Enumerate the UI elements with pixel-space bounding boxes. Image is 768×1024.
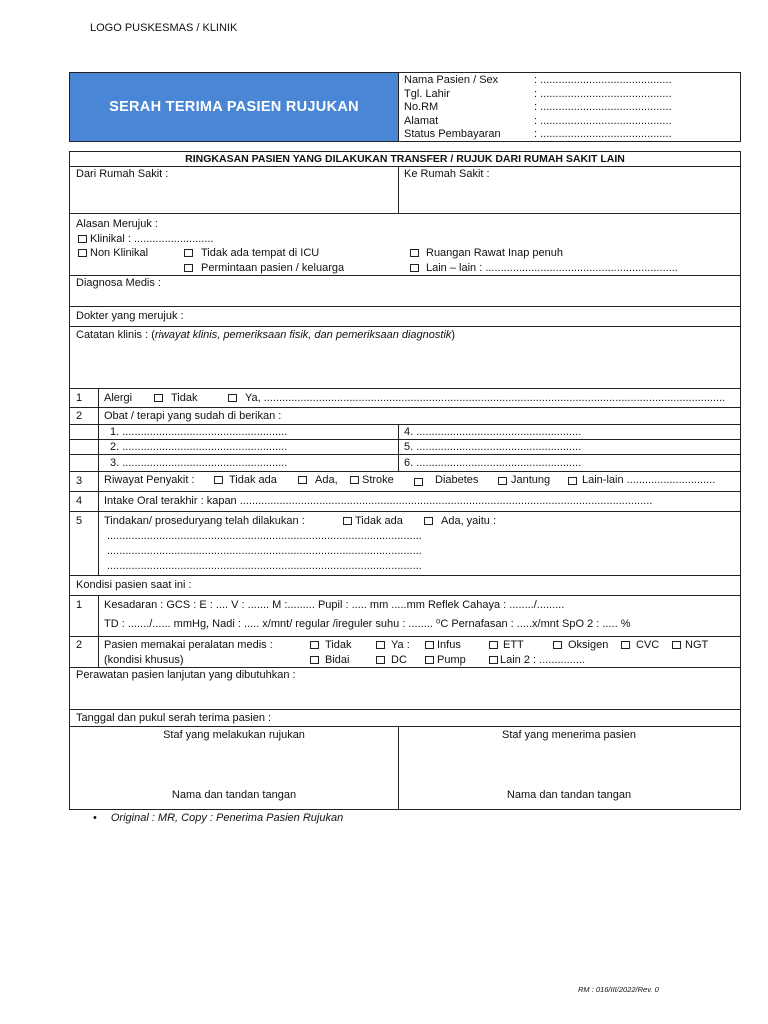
checkbox[interactable] (78, 235, 87, 243)
perawatan-row[interactable] (70, 668, 740, 710)
alergi-label: Alergi (104, 392, 133, 404)
option-non-klinikal[interactable]: Non Klinikal (78, 247, 148, 260)
riwayat-tidak-ada[interactable]: Tidak ada (214, 474, 277, 487)
checkbox[interactable] (672, 641, 681, 649)
kondisi-2-row: 2 Pasien memakai peralatan medis : (kondisi khusus) Tidak Ya : Infus ETT Oksigen CVC NGT Bidai DC Pump Lain 2 : ............... (70, 637, 740, 668)
perawatan-label: Perawatan pasien lanjutan yang dibutuhkan : (76, 669, 296, 681)
hospital-row (70, 167, 740, 214)
option-ruangan-penuh[interactable]: Ruangan Rawat Inap penuh (410, 247, 563, 260)
checkbox[interactable] (228, 394, 237, 402)
checkbox[interactable] (184, 264, 193, 272)
from-hospital-field[interactable]: Dari Rumah Sakit : (76, 168, 169, 180)
checkbox[interactable] (376, 641, 385, 649)
riwayat-jantung[interactable]: Jantung (498, 475, 550, 488)
catatan-row[interactable] (70, 327, 740, 389)
reason-row (70, 214, 740, 276)
form-header (69, 72, 741, 142)
alat-cvc[interactable]: CVC (621, 639, 659, 652)
peralatan-label: Pasien memakai peralatan medis : (104, 639, 273, 651)
alergi-tidak[interactable]: Tidak (154, 392, 198, 405)
riwayat-row: 3 Riwayat Penyakit : Tidak ada Ada, Stroke Diabetes Jantung Lain-lain ............................. (70, 472, 740, 492)
alergi-row: 1 Alergi Tidak Ya, ....................................................................................................................................................... (70, 389, 740, 408)
signature-rujuk[interactable]: Nama dan tandan tangan (171, 789, 297, 801)
intake-label: Intake Oral terakhir : kapan ....................................................................................................................................... (104, 495, 653, 507)
alat-bidai[interactable]: Bidai (310, 654, 349, 667)
tanggal-label: Tanggal dan pukul serah terima pasien : (76, 712, 272, 724)
checkbox[interactable] (410, 249, 419, 257)
obat-line-1[interactable]: 1. ...................................................... 4. ...................................................... (70, 425, 740, 440)
checkbox[interactable] (498, 477, 507, 485)
copy-distribution-note: • Original : MR, Copy : Penerima Pasien Rujukan (93, 812, 344, 824)
tindakan-row: 5 Tindakan/ proseduryang telah dilakukan : Tidak ada Ada, yaitu : ....................................................................................................... ....................................................................................................... ....................................................................................................... (70, 512, 740, 576)
checkbox[interactable] (425, 641, 434, 649)
riwayat-diabetes[interactable]: Diabetes (414, 476, 478, 489)
logo-placeholder: LOGO PUSKESMAS / KLINIK (90, 22, 238, 34)
alat-pump[interactable]: Pump (425, 654, 466, 667)
alat-dc[interactable]: DC (376, 654, 407, 667)
alat-ett[interactable]: ETT (489, 639, 524, 652)
obat-line-2[interactable]: 2. ...................................................... 5. ...................................................... (70, 440, 740, 455)
alat-tidak[interactable]: Tidak (310, 639, 352, 652)
tindakan-line-2[interactable]: ....................................................................................................... (107, 545, 422, 557)
kondisi-khusus-label: (kondisi khusus) (104, 654, 184, 666)
riwayat-ada[interactable]: Ada, (298, 474, 338, 487)
checkbox[interactable] (489, 656, 498, 664)
option-klinikal[interactable]: Klinikal : .......................... (78, 233, 213, 246)
staf-rujuk-label: Staf yang melakukan rujukan (163, 729, 305, 741)
checkbox[interactable] (425, 656, 434, 664)
alat-infus[interactable]: Infus (425, 639, 461, 652)
checkbox[interactable] (350, 476, 359, 484)
staf-terima-label: Staf yang menerima pasien (502, 729, 636, 741)
vital-signs-line: TD : ......./...... mmHg, Nadi : ..... x/mnt/ regular /ireguler suhu : ........ ⁰C Pernafasan : .....x/mnt SpO 2 : ..... % (104, 618, 631, 630)
checkbox[interactable] (424, 517, 433, 525)
to-hospital-field[interactable]: Ke Rumah Sakit : (404, 168, 490, 180)
tanggal-row[interactable] (70, 710, 740, 727)
tindakan-label: Tindakan/ proseduryang telah dilakukan : (104, 515, 305, 527)
checkbox[interactable] (568, 477, 577, 485)
patient-identity-fields (399, 73, 740, 141)
kesadaran-line: Kesadaran : GCS : E : .... V : ....... M :......... Pupil : ..... mm .....mm Reflek Cahaya : ......../......... (104, 599, 565, 611)
option-no-icu[interactable]: Tidak ada tempat di ICU (184, 247, 319, 260)
riwayat-lain[interactable]: Lain-lain ............................. (568, 475, 715, 488)
alat-lain[interactable]: Lain 2 : ............... (489, 654, 585, 667)
section-title: RINGKASAN PASIEN YANG DILAKUKAN TRANSFER / RUJUK DARI RUMAH SAKIT LAIN (185, 153, 625, 165)
diagnosa-label: Diagnosa Medis : (76, 277, 161, 289)
checkbox[interactable] (343, 517, 352, 525)
tindakan-tidak-ada[interactable]: Tidak ada (343, 515, 403, 528)
dokter-label: Dokter yang merujuk : (76, 310, 184, 322)
checkbox[interactable] (621, 641, 630, 649)
checkbox[interactable] (489, 641, 498, 649)
field-alamat[interactable]: Alamat : ........................................... (404, 114, 672, 127)
alat-oksigen[interactable]: Oksigen (553, 639, 608, 652)
checkbox[interactable] (310, 641, 319, 649)
riwayat-label: Riwayat Penyakit : (104, 474, 195, 486)
field-no-rm[interactable]: No.RM : ........................................... (404, 101, 672, 113)
obat-line-3[interactable]: 3. ...................................................... 6. ...................................................... (70, 455, 740, 472)
signature-row (70, 727, 740, 809)
checkbox[interactable] (298, 476, 307, 484)
field-tgl-lahir[interactable]: Tgl. Lahir : ........................................... (404, 87, 672, 100)
signature-terima[interactable]: Nama dan tandan tangan (506, 789, 632, 801)
alat-ya[interactable]: Ya : (376, 639, 410, 652)
alat-ngt[interactable]: NGT (672, 639, 708, 652)
tindakan-line-3[interactable]: ....................................................................................................... (107, 560, 422, 572)
section-title-row (70, 152, 740, 167)
tindakan-ada[interactable]: Ada, yaitu : (424, 515, 496, 528)
checkbox[interactable] (376, 656, 385, 664)
checkbox[interactable] (78, 249, 87, 257)
tindakan-line-1[interactable]: ....................................................................................................... (107, 530, 422, 542)
checkbox[interactable] (184, 249, 193, 257)
option-lain[interactable]: Lain – lain : ............................................................... (410, 262, 678, 275)
intake-row[interactable]: 4 Intake Oral terakhir : kapan ....................................................................................................................................... (70, 492, 740, 512)
obat-label: Obat / terapi yang sudah di berikan : (104, 410, 282, 422)
kondisi-1-row[interactable]: 1 Kesadaran : GCS : E : .... V : ....... M :......... Pupil : ..... mm .....mm Reflek Cahaya : ......../......... TD : ......./...... mmHg, Nadi : ..... x/mnt/ regular /ireguler suhu : ........ ⁰C Pernafasan : .....x/mnt SpO 2 : ..... % (70, 596, 740, 637)
dokter-row[interactable] (70, 307, 740, 327)
transfer-summary-form (69, 151, 741, 810)
reason-label: Alasan Merujuk : (76, 218, 158, 230)
field-status-pembayaran[interactable]: Status Pembayaran : ........................................... (404, 128, 672, 140)
riwayat-stroke[interactable]: Stroke (350, 474, 394, 487)
form-title: SERAH TERIMA PASIEN RUJUKAN (70, 73, 399, 141)
field-nama[interactable]: Nama Pasien / Sex : ........................................... (404, 74, 672, 86)
kondisi-label: Kondisi pasien saat ini : (76, 579, 192, 591)
diagnosa-row[interactable] (70, 276, 740, 307)
rm-code: RM : 016/III/2022/Rev. 0 (578, 985, 659, 994)
checkbox[interactable] (414, 478, 423, 486)
checkbox[interactable] (410, 264, 419, 272)
checkbox[interactable] (310, 656, 319, 664)
kondisi-row (70, 576, 740, 596)
alergi-ya[interactable]: Ya, ....................................................................................................................................................... (228, 392, 725, 405)
checkbox[interactable] (214, 476, 223, 484)
option-permintaan[interactable]: Permintaan pasien / keluarga (184, 262, 344, 275)
obat-row: 2 Obat / terapi yang sudah di berikan : (70, 408, 740, 425)
catatan-label: Catatan klinis : (riwayat klinis, pemeriksaan fisik, dan pemeriksaan diagnostik) (76, 329, 456, 341)
checkbox[interactable] (154, 394, 163, 402)
checkbox[interactable] (553, 641, 562, 649)
